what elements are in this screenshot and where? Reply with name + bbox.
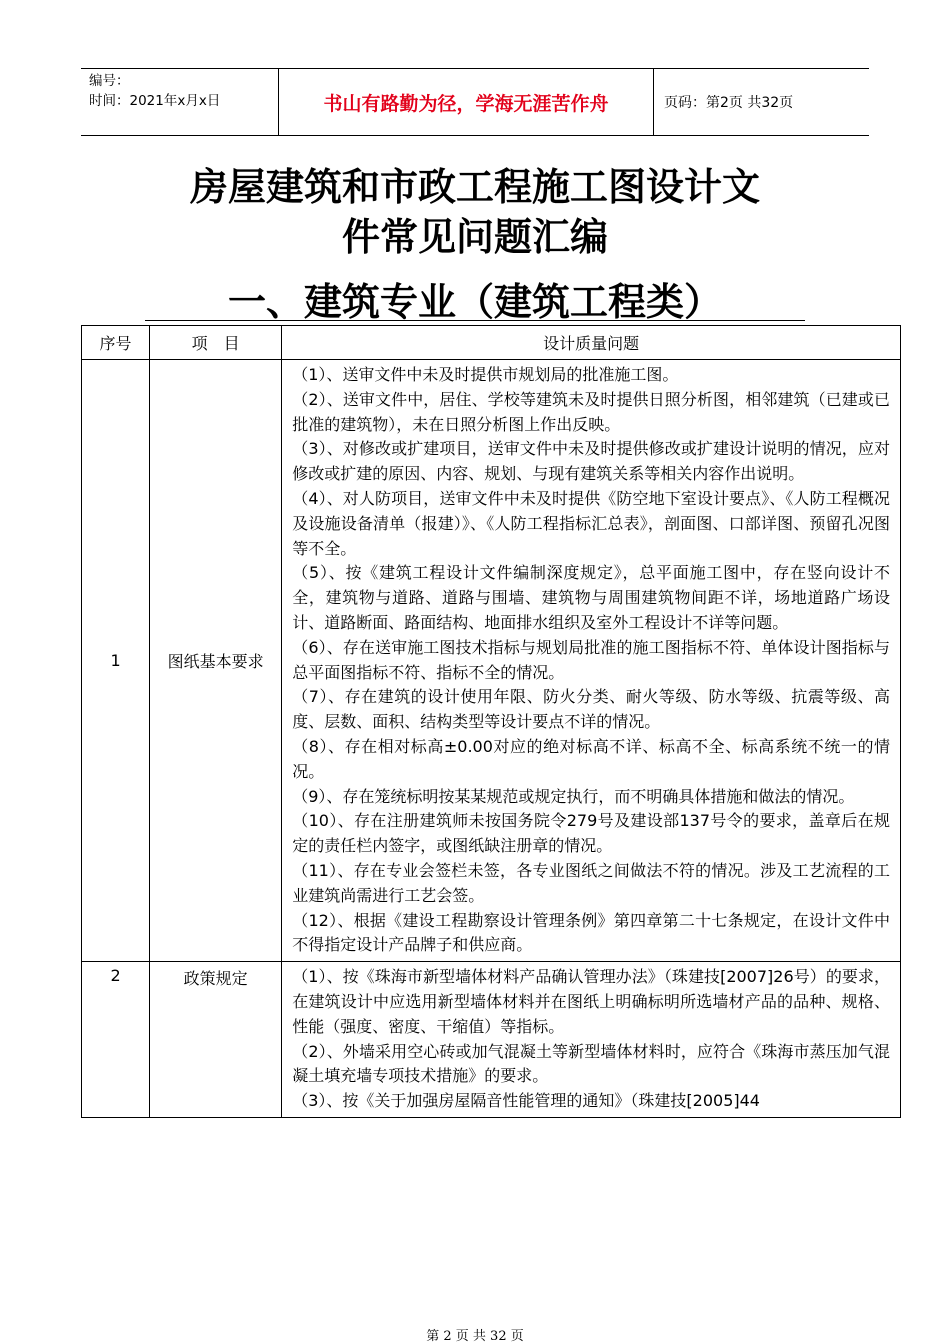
table-row: [82, 360, 901, 962]
issue-item: （7）、存在建筑的设计使用年限、防火分类、耐火等级、防水等级、抗震等级、高度、层数、面积、结构类型等设计要点不详的情况。: [292, 687, 890, 732]
row-issues: [282, 360, 901, 962]
header-motto: 书山有路勤为径，学海无涯苦作舟: [279, 69, 654, 135]
table-header-row: [82, 326, 901, 360]
section-title: 一、建筑专业（建筑工程类）: [227, 280, 722, 324]
issue-item: （1）、送审文件中未及时提供市规划局的批准施工图。: [292, 365, 679, 384]
header-item: 项 目: [150, 326, 282, 360]
issue-item: （8）、存在相对标高±0.00对应的绝对标高不详、标高不全、标高系统不统一的情况。: [292, 736, 890, 781]
issue-item: （10）、存在注册建筑师未按国务院令279号及建设部137号令的要求，盖章后在规定的责任栏内签字，或图纸缺注册章的情况。: [292, 811, 890, 856]
header-page-number: 页码：第2页 共32页: [664, 95, 794, 111]
issue-item: （5）、按《建筑工程设计文件编制深度规定》，总平面施工图中，存在竖向设计不全，建筑物与道路、道路与围墙、建筑物与周围建筑物间距不详，场地道路广场设计、道路断面、路面结构、地面排水组织及室外工程设计不详等问题。: [292, 563, 890, 632]
issue-item: （4）、对人防项目，送审文件中未及时提供《防空地下室设计要点》、《人防工程概况及设施设备清单（报建）》、《人防工程指标汇总表》，剖面图、口部详图、预留孔况图等不全。: [292, 488, 890, 558]
row-number: 1: [82, 360, 150, 962]
page-footer: 第 2 页 共 32 页: [426, 1329, 524, 1344]
row-category: 政策规定: [150, 962, 282, 1118]
issue-item: （2）、外墙采用空心砖或加气混凝土等新型墙体材料时，应符合《珠海市蒸压加气混凝土填充墙专项技术措施》的要求。: [292, 1041, 890, 1086]
issue-item: （1）、按《珠海市新型墙体材料产品确认管理办法》（珠建技[2007]26号）的要求，在建筑设计中应选用新型墙体材料并在图纸上明确标明所选墙材产品的品种、规格、性能（强度、密度、干缩值）等指标。: [292, 967, 890, 1036]
issue-item: （9）、存在笼统标明按某某规范或规定执行，而不明确具体措施和做法的情况。: [292, 786, 855, 806]
row-number: 2: [82, 962, 150, 1118]
issue-item: （12）、根据《建设工程勘察设计管理条例》第四章第二十七条规定，在设计文件中不得指定设计产品牌子和供应商。: [292, 910, 890, 955]
issue-item: （6）、存在送审施工图技术指标与规划局批准的施工图指标不符、单体设计图指标与总平面图指标不符、指标不全的情况。: [292, 637, 890, 682]
issue-item: （3）、对修改或扩建项目，送审文件中未及时提供修改或扩建设计说明的情况，应对修改或扩建的原因、内容、规划、与现有建筑关系等相关内容作出说明。: [292, 439, 890, 484]
document-title-line1: 房屋建筑和市政工程施工图设计文: [189, 165, 760, 209]
table-row: [82, 962, 901, 1118]
page-header: [81, 68, 869, 136]
issue-item: （2）、送审文件中，居住、学校等建筑未及时提供日照分析图，相邻建筑（已建或已批准的建筑物），未在日照分析图上作出反映。: [292, 389, 890, 434]
document-title-line2: 件常见问题汇编: [341, 215, 608, 259]
date-label: 时间：2021年x月x日: [89, 93, 221, 109]
header-serial: 序号: [82, 326, 150, 360]
section-title-underline: [145, 320, 805, 321]
header-meta: [81, 69, 279, 135]
header-issues: 设计质量问题: [282, 326, 901, 360]
issues-table: [81, 325, 901, 1118]
issue-item: （11）、存在专业会签栏未签，各专业图纸之间做法不符的情况。涉及工艺流程的工业建筑尚需进行工艺会签。: [292, 860, 890, 905]
issue-item: （3）、按《关于加强房屋隔音性能管理的通知》（珠建技[2005]44: [292, 1091, 760, 1111]
code-label: 编号：: [89, 73, 130, 89]
row-category: 图纸基本要求: [150, 360, 282, 962]
row-issues: [282, 962, 901, 1118]
